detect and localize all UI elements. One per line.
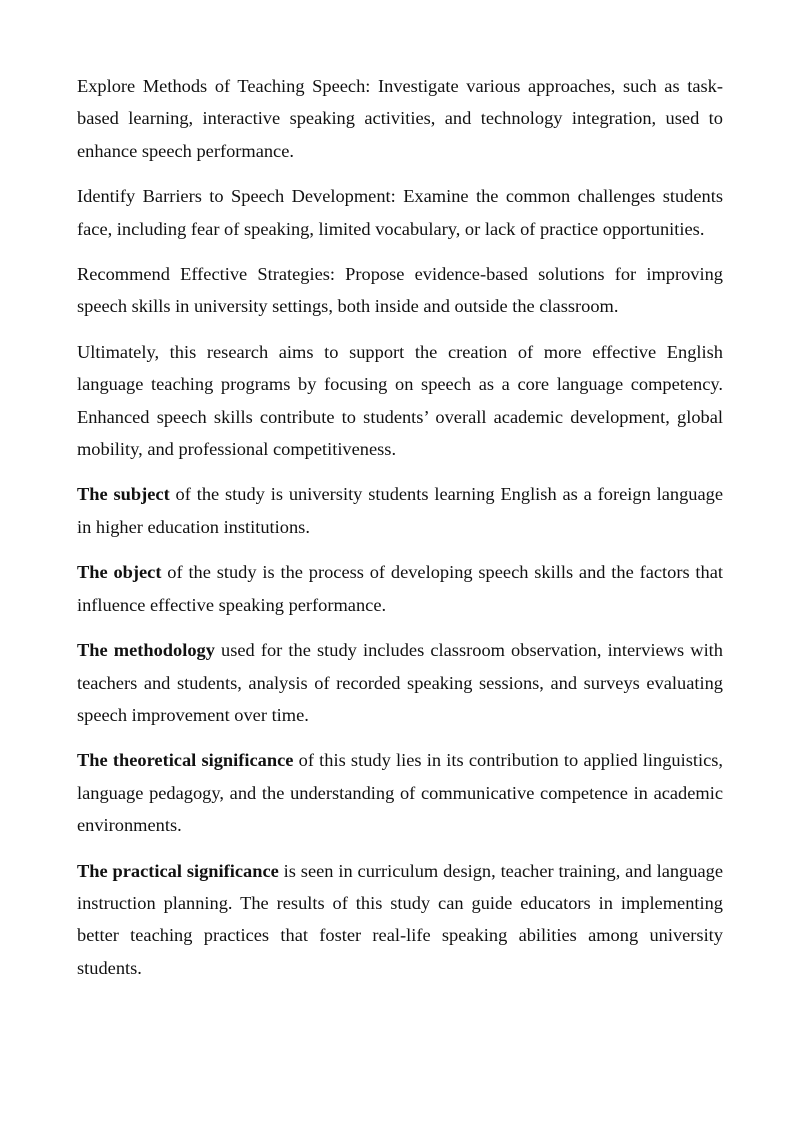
paragraph-theoretical-significance bbox=[77, 744, 723, 841]
paragraph-text: of the study is the process of developing speech skills and the factors that influence effective speaking performance. bbox=[77, 562, 723, 615]
document-page bbox=[77, 70, 723, 997]
paragraph-heading: The subject bbox=[77, 484, 170, 505]
paragraph-ultimately bbox=[77, 336, 723, 466]
paragraph-text: used for the study includes classroom observation, interviews with teachers and students, analysis of recorded speaking sessions, and surveys evaluating speech improvement over time. bbox=[77, 640, 723, 725]
paragraph-text: is seen in curriculum design, teacher training, and language instruction planning. The results of this study can guide educators in implementing better teaching practices that foster real-life speaking abilities among university students. bbox=[77, 860, 723, 978]
paragraph-text: Identify Barriers to Speech Development: Examine the common challenges students face, including fear of speaking, limited vocabulary, or lack of practice opportunities. bbox=[77, 186, 723, 239]
paragraph-text: Ultimately, this research aims to support the creation of more effective English language teaching programs by focusing on speech as a core language competency. Enhanced speech skills contribute to students’ overall academic development, global mobility, and professional competitiveness. bbox=[77, 341, 723, 460]
paragraph-heading: The practical significance bbox=[77, 860, 279, 881]
paragraph-heading: The object bbox=[77, 562, 162, 583]
paragraph-object bbox=[77, 556, 723, 621]
paragraph-text: Explore Methods of Teaching Speech: Investigate various approaches, such as task-based learning, interactive speaking activities, and technology integration, used to enhance speech performance. bbox=[77, 76, 723, 161]
paragraph-text: of the study is university students learning English as a foreign language in higher education institutions. bbox=[77, 484, 723, 537]
paragraph-methodology bbox=[77, 634, 723, 731]
paragraph-identify-barriers bbox=[77, 180, 723, 245]
paragraph-subject bbox=[77, 478, 723, 543]
paragraph-text: Recommend Effective Strategies: Propose evidence-based solutions for improving speech skills in university settings, both inside and outside the classroom. bbox=[77, 264, 723, 317]
paragraph-recommend-strategies bbox=[77, 258, 723, 323]
paragraph-practical-significance bbox=[77, 855, 723, 985]
paragraph-heading: The methodology bbox=[77, 640, 215, 661]
paragraph-heading: The theoretical significance bbox=[77, 750, 294, 771]
paragraph-text: of this study lies in its contribution to applied linguistics, language pedagogy, and the understanding of communicative competence in academic environments. bbox=[77, 750, 723, 836]
paragraph-explore-methods bbox=[77, 70, 723, 167]
